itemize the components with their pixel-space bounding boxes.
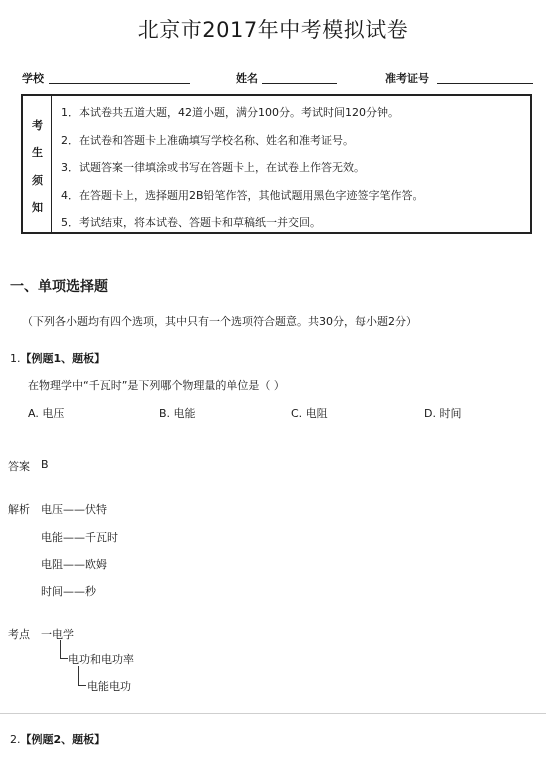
- option-c: C. 电阻: [291, 407, 328, 420]
- kp-tree-connector: [78, 666, 79, 685]
- question-tag: 【例题2、题板】: [20, 733, 106, 746]
- notice-item: 3．试题答案一律填涂或书写在答题卡上，在试卷上作答无效。: [61, 161, 365, 174]
- notice-item: 4．在答题卡上，选择题用2B铅笔作答，其他试题用黑色字迹签字笔作答。: [61, 189, 424, 202]
- notice-side-char: 生: [32, 146, 43, 159]
- kp-tree-connector: [78, 685, 86, 686]
- name-blank: [262, 83, 337, 84]
- question-stem: 在物理学中“千瓦时”是下列哪个物理量的单位是（ ）: [28, 379, 285, 392]
- section-instruction: （下列各小题均有四个选项，其中只有一个选项符合题意。共30分，每小题2分）: [22, 315, 417, 328]
- question-number: 2.: [10, 733, 21, 746]
- name-label: 姓名: [236, 72, 258, 85]
- analysis-line: 电能——千瓦时: [41, 531, 118, 544]
- question-1-header: [10, 350, 105, 366]
- exam-id-blank: [437, 83, 533, 84]
- notice-item: 2．在试卷和答题卡上准确填写学校名称、姓名和准考证号。: [61, 134, 354, 147]
- page-title: 北京市2017年中考模拟试卷: [137, 18, 409, 42]
- exam-id-label: 准考证号: [385, 72, 429, 85]
- section-heading: 一、单项选择题: [10, 279, 108, 295]
- kp-node-level-2: 电功和电功率: [68, 653, 134, 666]
- notice-side-label: [23, 96, 52, 232]
- notice-side-char: 考: [32, 119, 43, 132]
- notice-side-char: 须: [32, 174, 43, 187]
- school-blank: [49, 83, 190, 84]
- analysis-label: 解析: [8, 503, 30, 516]
- kp-node-level-3: 电能电功: [87, 680, 131, 693]
- notice-box: [21, 94, 532, 234]
- question-divider: [0, 713, 546, 714]
- kp-node-level-1: 一电学: [41, 628, 74, 641]
- kp-tree-connector: [60, 658, 68, 659]
- analysis-line: 电阻——欧姆: [41, 558, 107, 571]
- knowledge-point-label: 考点: [8, 628, 30, 641]
- question-tag: 【例题1、题板】: [20, 352, 106, 365]
- analysis-line: 时间——秒: [41, 585, 96, 598]
- question-2-header: [10, 731, 105, 747]
- notice-item: 5．考试结束，将本试卷、答题卡和草稿纸一并交回。: [61, 216, 321, 229]
- kp-tree-connector: [60, 640, 61, 658]
- answer-label: 答案: [8, 460, 30, 473]
- option-d: D. 时间: [424, 407, 462, 420]
- notice-item: 1．本试卷共五道大题，42道小题，满分100分。考试时间120分钟。: [61, 106, 399, 119]
- question-number: 1.: [10, 352, 21, 365]
- school-label: 学校: [22, 72, 44, 85]
- option-a: A. 电压: [28, 407, 65, 420]
- notice-side-char: 知: [32, 201, 43, 214]
- answer-value: B: [41, 458, 49, 471]
- option-b: B. 电能: [159, 407, 196, 420]
- analysis-line: 电压——伏特: [41, 503, 107, 516]
